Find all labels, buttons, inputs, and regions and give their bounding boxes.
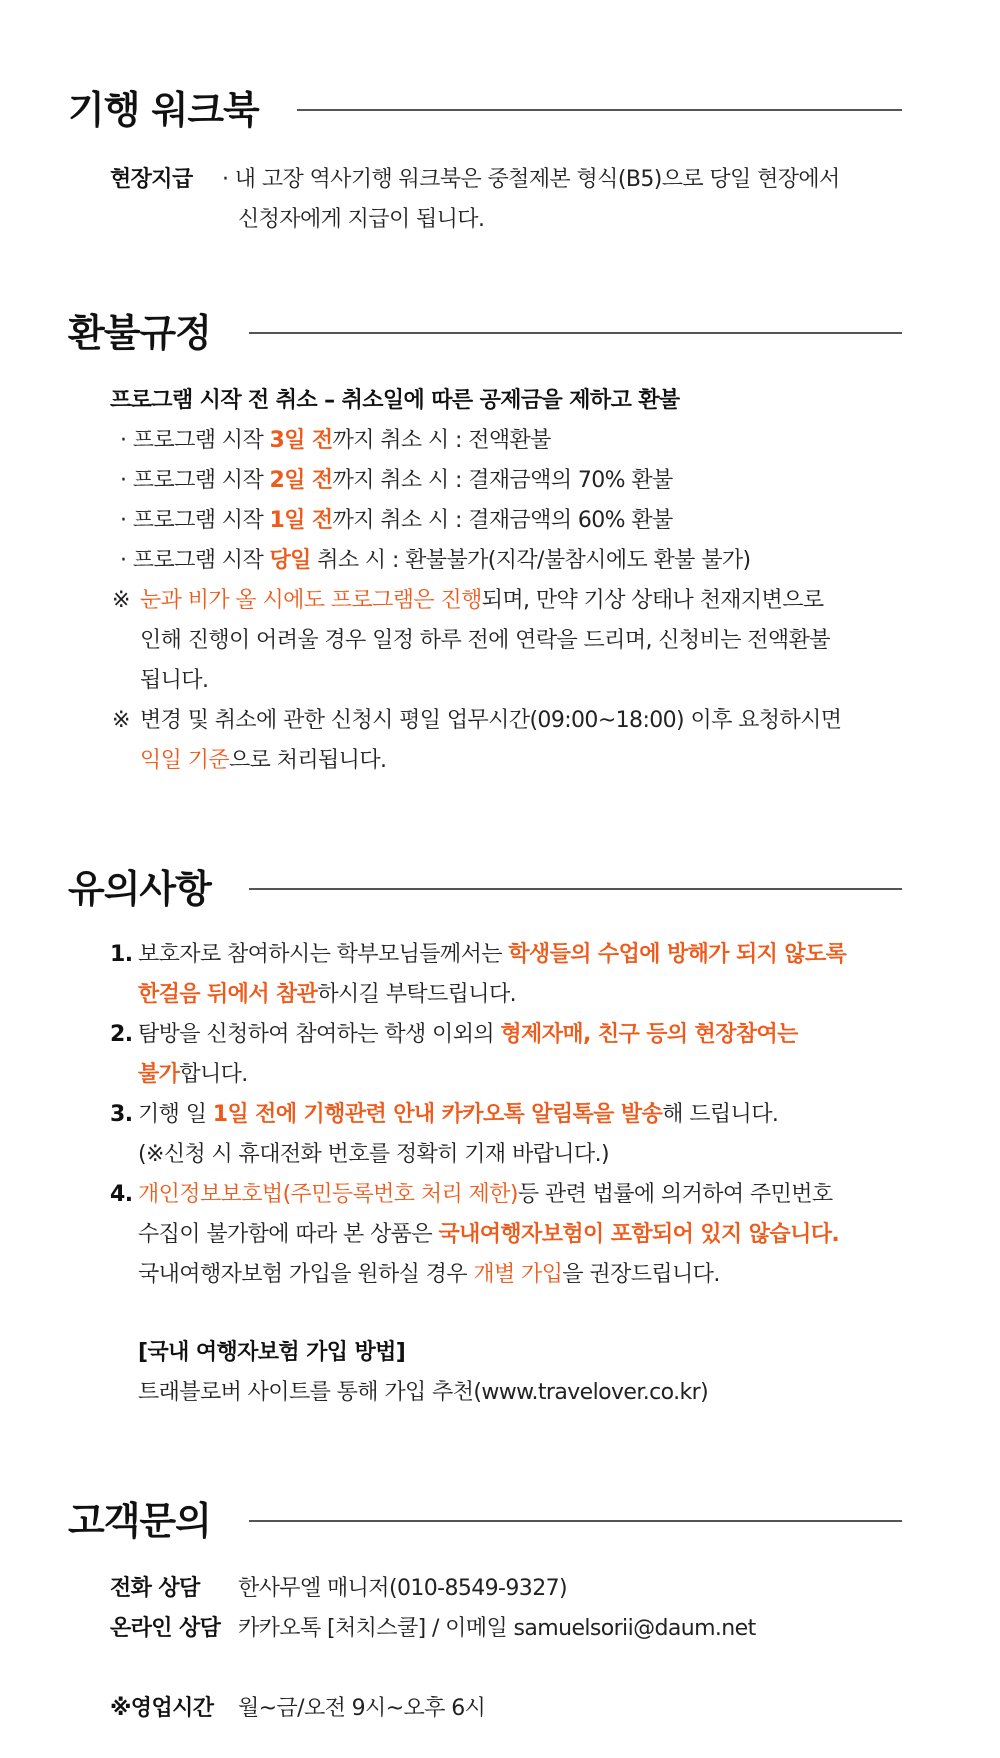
refund-item-text: 까지 취소 시 : 결재금액의 60% 환불 (332, 508, 673, 533)
contact-online-row (110, 1614, 756, 1644)
contact-section-header (68, 1499, 902, 1543)
item-text: 하시길 부탁드립니다. (317, 982, 516, 1007)
refund-item (120, 466, 673, 496)
caution-item-4-line-3 (138, 1260, 720, 1290)
phone-value: 한사무엘 매니저(010-8549-9327) (238, 1576, 567, 1601)
refund-item-text: · 프로그램 시작 (120, 508, 270, 533)
note-mark: ※ (112, 708, 130, 733)
note-text: 변경 및 취소에 관한 신청시 평일 업무시간(09:00~18:00) 이후 요청하시면 (140, 708, 842, 733)
section-divider (249, 332, 902, 334)
item-highlight: 개인정보보호법(주민등록번호 처리 제한) (138, 1182, 518, 1207)
refund-item-highlight: 2일 전 (269, 468, 333, 493)
note-mark: ※ (112, 588, 130, 613)
contact-phone-row (110, 1574, 567, 1604)
caution-item-1 (110, 940, 846, 970)
section-divider (249, 888, 902, 890)
item-text: 보호자로 참여하시는 학부모님들께서는 (138, 942, 509, 967)
refund-title: 환불규정 (68, 311, 211, 355)
insurance-title: [국내 여행자보험 가입 방법] (138, 1340, 406, 1365)
refund-note-2-line-2 (140, 746, 386, 776)
refund-item-text: 취소 시 : 환불불가(지각/불참시에도 환불 불가) (310, 548, 751, 573)
item-text: 수집이 불가함에 따라 본 상품은 (138, 1222, 439, 1247)
hours-label: ※영업시간 (110, 1696, 214, 1721)
refund-note-1 (112, 586, 824, 616)
refund-item-text: 까지 취소 시 : 전액환불 (332, 428, 551, 453)
item-number: 2. (110, 1022, 133, 1047)
item-text: 등 관련 법률에 의거하여 주민번호 (517, 1182, 833, 1207)
item-highlight: 한걸음 뒤에서 참관 (138, 982, 318, 1007)
item-highlight: 국내여행자보험이 포함되어 있지 않습니다. (438, 1222, 840, 1247)
contact-hours-row (110, 1694, 485, 1724)
item-text: 을 권장드립니다. (562, 1262, 720, 1287)
caution-item-2-line-2 (138, 1060, 248, 1090)
refund-item-text: 까지 취소 시 : 결재금액의 70% 환불 (332, 468, 673, 493)
online-value: 카카오톡 [처치스쿨] / 이메일 samuelsorii@daum.net (238, 1616, 756, 1641)
caution-item-3-line-2: (※신청 시 휴대전화 번호를 정확히 기재 바랍니다.) (138, 1142, 609, 1167)
caution-title: 유의사항 (68, 867, 211, 911)
refund-item-highlight: 1일 전 (269, 508, 333, 533)
item-text: 탐방을 신청하여 참여하는 학생 이외의 (138, 1022, 501, 1047)
refund-heading: 프로그램 시작 전 취소 – 취소일에 따른 공제금을 제하고 환불 (110, 388, 680, 413)
caution-item-4-line-2 (138, 1220, 839, 1250)
refund-section-header (68, 311, 902, 355)
refund-item-text: · 프로그램 시작 (120, 428, 270, 453)
refund-item-highlight: 3일 전 (269, 428, 333, 453)
item-highlight: 개별 가입 (473, 1262, 563, 1287)
insurance-text: 트래블로버 사이트를 통해 가입 추천(www.travelover.co.kr) (138, 1380, 709, 1405)
caution-section-header (68, 867, 902, 911)
refund-item (120, 546, 751, 576)
item-text: 해 드립니다. (662, 1102, 779, 1127)
phone-label: 전화 상담 (110, 1576, 200, 1601)
section-divider (297, 109, 902, 111)
workbook-text-1: · 내 고장 역사기행 워크북은 중철제본 형식(B5)으로 당일 현장에서 (222, 167, 840, 192)
note-highlight: 익일 기준 (140, 748, 230, 773)
online-label: 온라인 상담 (110, 1616, 221, 1641)
workbook-text-2: 신청자에게 지급이 됩니다. (238, 207, 485, 232)
note-text: 으로 처리됩니다. (229, 748, 387, 773)
refund-item (120, 506, 673, 536)
refund-note-1-line-3: 됩니다. (140, 668, 209, 693)
refund-item (120, 426, 551, 456)
caution-item-4 (110, 1180, 833, 1210)
workbook-label: 현장지급 (110, 167, 193, 192)
item-number: 1. (110, 942, 133, 967)
item-highlight: 학생들의 수업에 방해가 되지 않도록 (508, 942, 847, 967)
section-divider (249, 1520, 902, 1522)
item-text: 국내여행자보험 가입을 원하실 경우 (138, 1262, 474, 1287)
workbook-line-1 (110, 165, 840, 195)
refund-item-text: · 프로그램 시작 (120, 548, 270, 573)
hours-value: 월~금/오전 9시~오후 6시 (238, 1696, 486, 1721)
item-highlight: 1일 전에 기행관련 안내 카카오톡 알림톡을 발송 (212, 1102, 663, 1127)
contact-title: 고객문의 (68, 1499, 211, 1543)
item-text: 기행 일 (138, 1102, 213, 1127)
item-highlight: 불가 (138, 1062, 180, 1087)
caution-item-1-line-2 (138, 980, 516, 1010)
refund-item-highlight: 당일 (269, 548, 311, 573)
item-number: 3. (110, 1102, 133, 1127)
item-number: 4. (110, 1182, 133, 1207)
refund-note-1-line-2: 인해 진행이 어려울 경우 일정 하루 전에 연락을 드리며, 신청비는 전액환불 (140, 628, 830, 653)
caution-item-3 (110, 1100, 778, 1130)
workbook-title: 기행 워크북 (68, 88, 259, 132)
note-highlight: 눈과 비가 올 시에도 프로그램은 진행 (140, 588, 482, 613)
refund-note-2 (112, 706, 841, 736)
caution-item-2 (110, 1020, 798, 1050)
workbook-section-header (68, 88, 902, 132)
note-text: 되며, 만약 기상 상태나 천재지변으로 (481, 588, 824, 613)
refund-item-text: · 프로그램 시작 (120, 468, 270, 493)
item-highlight: 형제자매, 친구 등의 현장참여는 (500, 1022, 798, 1047)
item-text: 합니다. (179, 1062, 248, 1087)
